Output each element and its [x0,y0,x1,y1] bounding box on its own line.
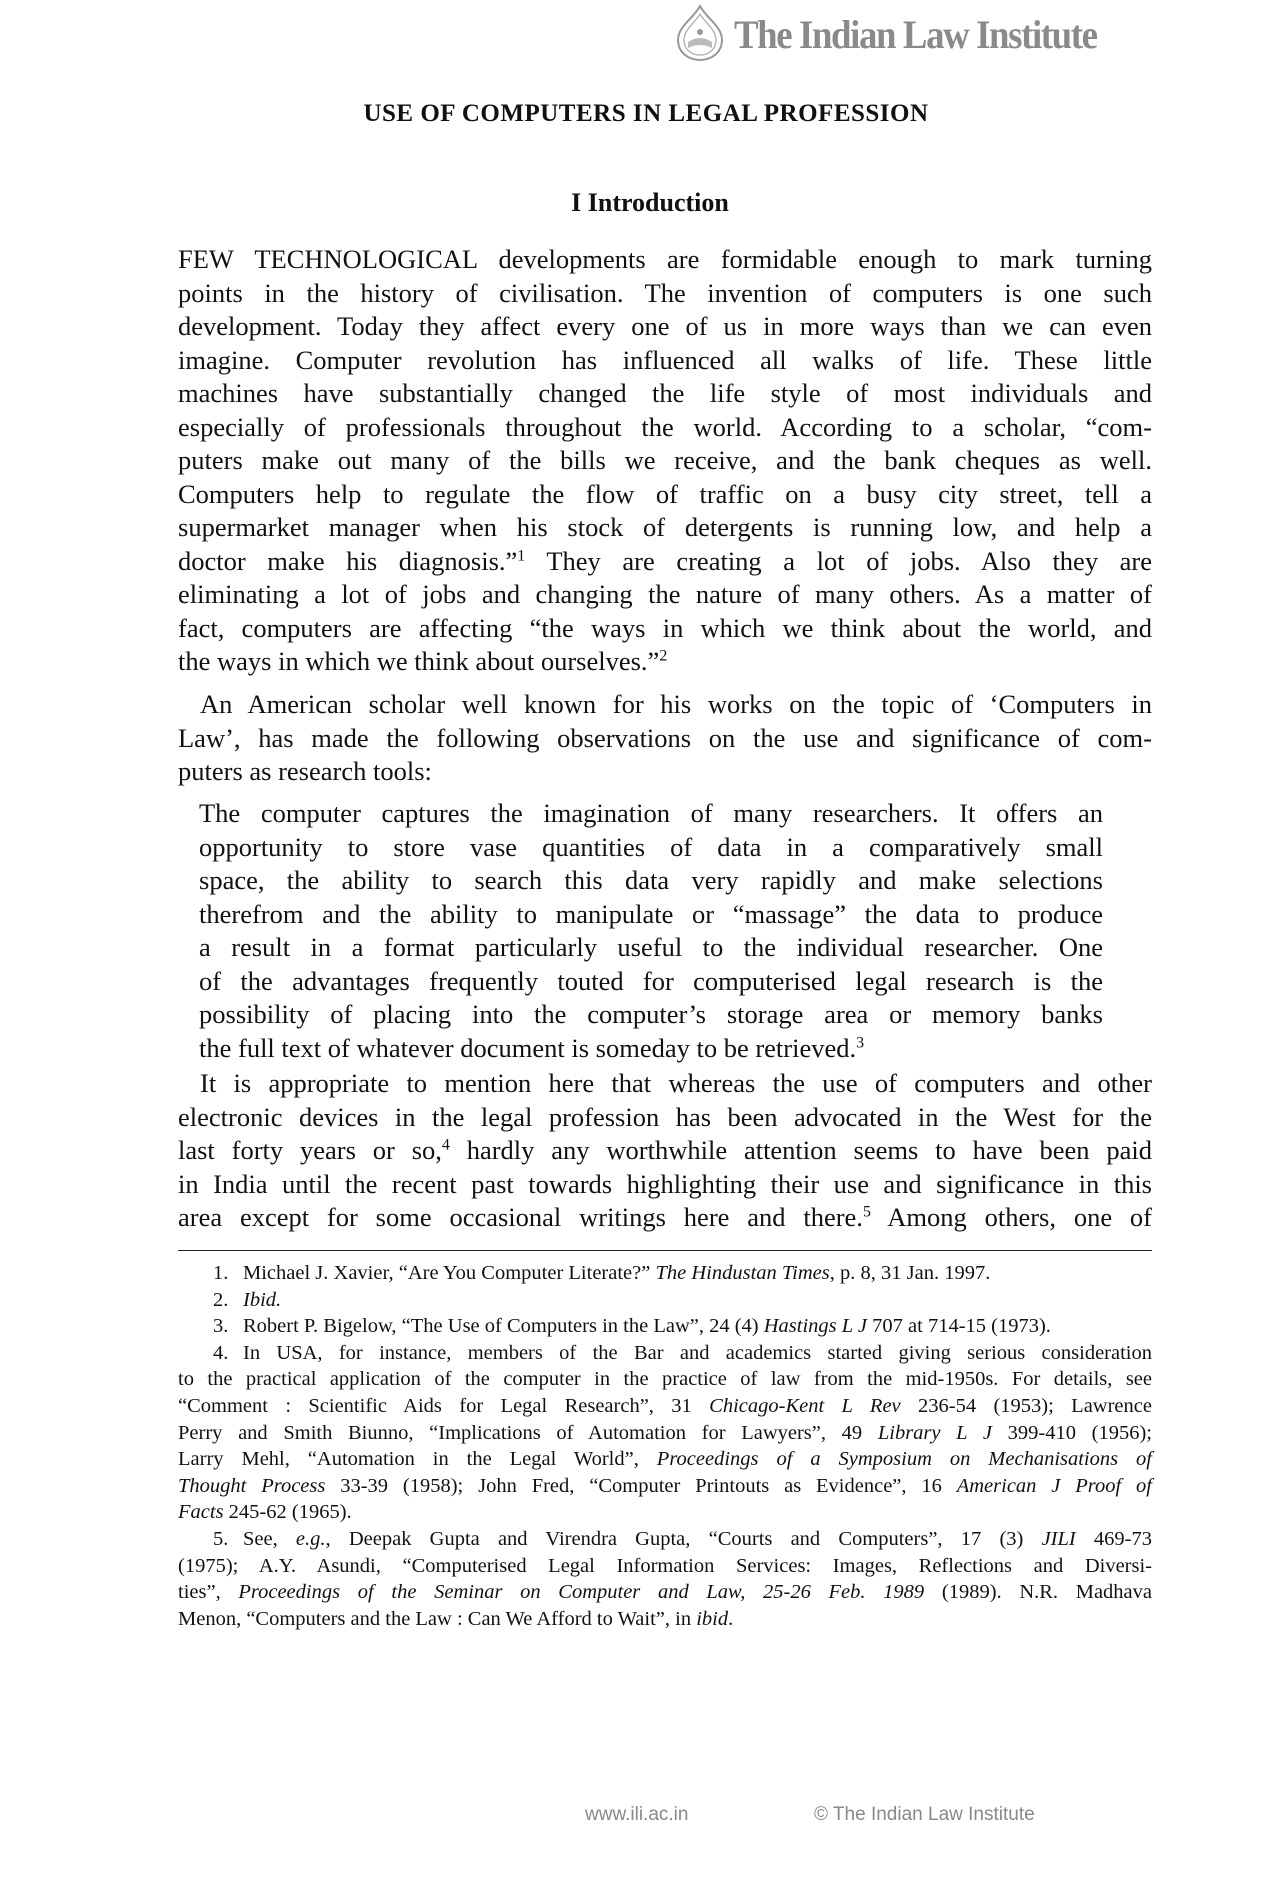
page-title: USE OF COMPUTERS IN LEGAL PROFESSION [363,100,929,127]
footnote [178,1526,1152,1553]
italic-run: Library L J [877,1421,992,1444]
text-run: last forty years or so, [178,1135,442,1165]
text-line [178,411,1152,445]
text-line [199,831,1103,865]
paragraph-india [178,1067,1152,1235]
footnote-ref: 5 [862,1203,871,1221]
text-line [178,612,1152,646]
footnote-number: 5. [213,1527,229,1550]
footnote-line [178,1446,1152,1473]
text-run: 236-54 (1953); Lawrence [900,1394,1152,1417]
text-run: development. Today they affect every one of us in more ways than we can even [178,311,1152,341]
footnote [178,1313,1152,1340]
text-run: area except for some occasional writings here and there. [178,1202,863,1232]
italic-run: ibid [696,1607,729,1630]
text-run: “Comment : Scientific Aids for Legal Research”, 31 [178,1394,710,1417]
text-run: the full text of whatever document is someday to be retrieved. [199,1032,857,1063]
text-line [178,578,1152,612]
footer-url[interactable]: www.ili.ac.in [585,1804,689,1825]
text-line [199,931,1103,965]
block-quote [199,797,1103,1065]
text-run: 707 at 714-15 (1973). [867,1315,1051,1338]
text-run: Larry Mehl, “Automation in the Legal World”, [178,1448,657,1471]
text-run: , Deepak Gupta and Virendra Gupta, “Courts and Computers”, 17 (3) [325,1527,1042,1550]
text-line [178,1201,1152,1235]
text-run: They are creating a lot of jobs. Also they are [525,545,1153,576]
text-run: The computer captures the imagination of many researchers. It offers an [199,798,1103,828]
text-line [178,511,1152,545]
text-run: hardly any worthwhile attention seems to have been paid [449,1135,1152,1165]
footnote-number: 4. [213,1341,229,1364]
italic-run: JILI [1041,1527,1076,1550]
text-run: fact, computers are affecting “the ways in which we think about the world, and [178,612,1152,643]
text-run: An American scholar well known for his works on the topic of ‘Computers in [200,689,1152,719]
text-run: Michael J. Xavier, “Are You Computer Literate?” [243,1262,656,1284]
italic-run: Facts [178,1501,224,1524]
text-run: Robert P. Bigelow, “The Use of Computers in the Law”, 24 (4) [243,1315,764,1338]
footnote-line [178,1553,1152,1580]
text-run: In USA, for instance, members of the Bar and academics started giving serious consideration [243,1341,1152,1364]
text-run: eliminating a lot of jobs and changing the nature of many others. As a matter of [178,579,1152,609]
text-run: It is appropriate to mention here that whereas the use of computers and other [200,1068,1152,1098]
text-run: to the practical application of the computer in the practice of law from the mid-1950s. For details, see [178,1368,1152,1391]
text-run: ties”, [178,1581,239,1604]
text-run: a result in a format particularly useful to the individual researcher. One [199,932,1103,962]
footnote-ref: 2 [659,647,668,665]
text-run: Perry and Smith Biunno, “Implications of Automation for Lawyers”, 49 [178,1421,878,1444]
footnote-ref: 3 [856,1033,865,1051]
text-run: therefrom and the ability to manipulate or “massage” the data to produce [199,898,1103,929]
text-line [178,722,1152,756]
text-line [178,755,1152,789]
text-run: See, [243,1527,296,1550]
text-run: of the advantages frequently touted for computerised legal research is the [199,965,1103,996]
text-line [199,965,1103,999]
text-run: space, the ability to search this data very rapidly and make selections [199,865,1103,895]
text-run: especially of professionals throughout the world. According to a scholar, “com- [178,411,1152,442]
text-run: electronic devices in the legal profession has been advocated in the West for the [178,1101,1152,1132]
text-run: in India until the recent past towards highlighting their use and significance in this [178,1168,1152,1199]
text-line [178,478,1152,512]
ili-logo [672,4,1128,64]
text-run: puters make out many of the bills we receive, and the bank cheques as well. [178,445,1152,475]
text-run: machines have substantially changed the life style of most individuals and [178,378,1152,408]
italic-run: The Hindustan Times [655,1262,830,1284]
text-line [178,377,1152,411]
section-heading: I Introduction [571,188,729,217]
text-run: supermarket manager when his stock of detergents is running low, and help a [178,512,1152,542]
footnote-line [178,1420,1152,1447]
text-line [178,1134,1152,1168]
footnote-line [178,1366,1152,1393]
text-run: , p. 8, 31 Jan. 1997. [829,1262,991,1284]
footnote-number: 2. [213,1288,229,1311]
text-line [178,444,1152,478]
text-run: Law’, has made the following observations on the use and significance of com- [178,722,1152,753]
paragraph-observations [178,688,1152,789]
text-line [199,797,1103,831]
footnote-line [178,1393,1152,1420]
text-line [178,645,1152,679]
ili-emblem-icon [672,4,728,64]
footnote-number: 1. [213,1262,229,1284]
italic-run: Proceedings of a Symposium on Mechanisations of [656,1448,1152,1471]
text-line [178,243,1152,277]
text-line [178,344,1152,378]
text-run: FEW TECHNOLOGICAL developments are formidable enough to mark turning [178,244,1152,274]
text-line [178,688,1152,722]
text-run: Computers help to regulate the flow of traffic on a busy city street, tell a [178,478,1152,509]
text-line [199,1032,1103,1066]
text-run: possibility of placing into the computer’s storage area or memory banks [199,999,1103,1029]
footnote-ref: 1 [517,546,526,564]
footnote-line [178,1473,1152,1500]
footnote-line [178,1606,1152,1633]
footnote-number: 3. [213,1315,229,1338]
text-line [199,998,1103,1032]
italic-run: American J Proof of [956,1474,1152,1497]
text-line [199,898,1103,932]
paragraph-intro [178,243,1152,679]
italic-run: Hastings L J [763,1315,868,1338]
text-run: (1975); A.Y. Asundi, “Computerised Legal Information Services: Images, Reflections and Diversi- [178,1554,1152,1577]
text-line [178,277,1152,311]
text-run: imagine. Computer revolution has influenced all walks of life. These little [178,344,1152,375]
text-line [178,310,1152,344]
text-run: doctor make his diagnosis.” [178,545,518,576]
text-run: points in the history of civilisation. The invention of computers is one such [178,277,1152,308]
text-line [178,1067,1152,1101]
italic-run: Ibid. [243,1288,282,1311]
text-run: (1989). N.R. Madhava [924,1581,1153,1604]
logo-text: The Indian Law Institute [734,11,1097,57]
footnote [178,1260,1152,1287]
footnotes [178,1260,1152,1632]
italic-run: Thought Process [178,1474,326,1497]
footnote [178,1287,1152,1314]
footnote [178,1340,1152,1367]
footnote-line [178,1579,1152,1606]
text-run: the ways in which we think about ourselves.” [178,646,660,676]
text-line [178,545,1152,579]
text-run: 399-410 (1956); [991,1421,1152,1444]
text-run: puters as research tools: [178,756,432,786]
text-run: Among others, one of [870,1202,1152,1232]
text-line [199,864,1103,898]
footnote-divider [178,1250,1152,1251]
text-run: . [728,1607,734,1630]
text-run: 469-73 [1075,1527,1152,1550]
footnote-ref: 4 [441,1136,450,1154]
text-line [178,1168,1152,1202]
text-run: opportunity to store vase quantities of data in a comparatively small [199,831,1103,862]
footnote-line [178,1499,1152,1526]
footer-copyright: © The Indian Law Institute [814,1804,1035,1825]
text-line [178,1101,1152,1135]
text-run: 33-39 (1958); John Fred, “Computer Printouts as Evidence”, 16 [325,1474,957,1497]
italic-run: Chicago-Kent L Rev [709,1394,901,1417]
italic-run: Proceedings of the Seminar on Computer and Law, 25-26 Feb. 1989 [238,1581,925,1604]
italic-run: e.g. [295,1527,326,1550]
text-run: 245-62 (1965). [223,1501,352,1524]
text-run: Menon, “Computers and the Law : Can We Afford to Wait”, in [178,1607,697,1630]
